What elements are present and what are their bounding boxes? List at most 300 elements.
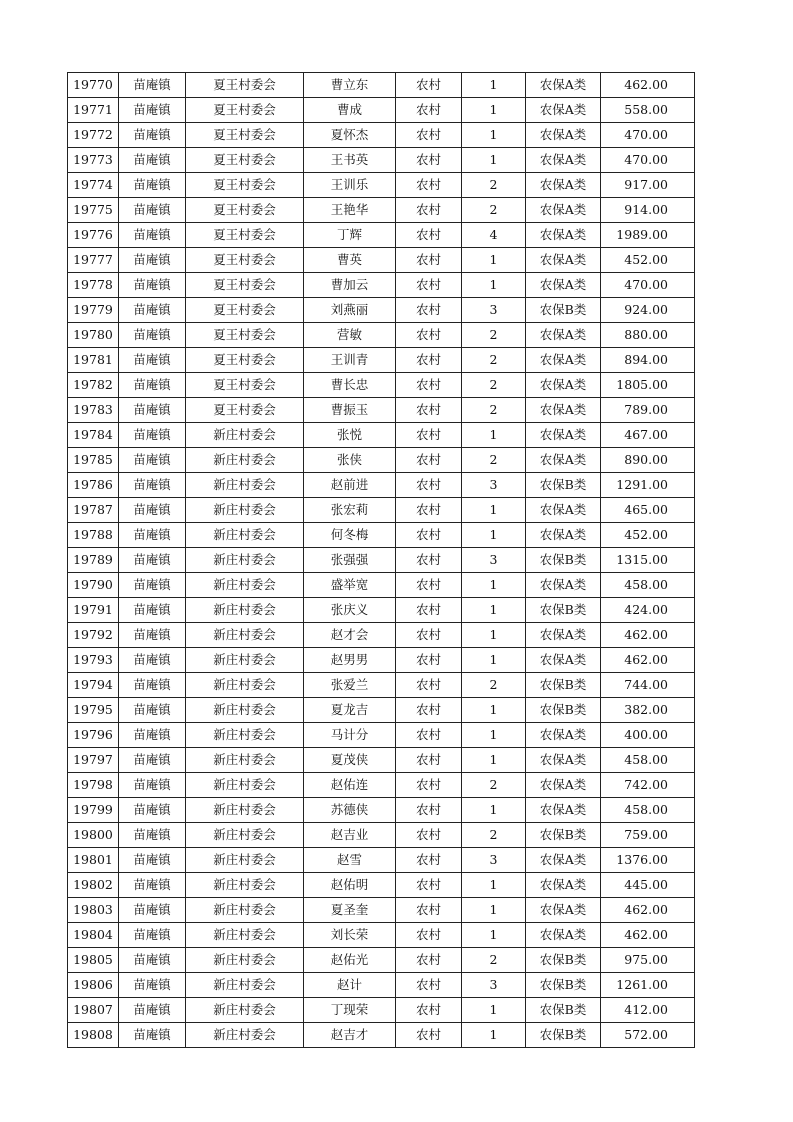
household-type-cell: 农村 <box>396 1023 462 1048</box>
record-id-cell: 19791 <box>68 598 119 623</box>
village-committee-cell: 新庄村委会 <box>186 1023 304 1048</box>
amount-cell: 462.00 <box>601 898 695 923</box>
village-committee-cell: 新庄村委会 <box>186 748 304 773</box>
table-row <box>68 848 695 873</box>
household-type-cell: 农村 <box>396 373 462 398</box>
name-cell: 曹长忠 <box>304 373 396 398</box>
town-cell: 苗庵镇 <box>119 173 186 198</box>
record-id-cell: 19796 <box>68 723 119 748</box>
household-type-cell: 农村 <box>396 648 462 673</box>
household-type-cell: 农村 <box>396 498 462 523</box>
insurance-category-cell: 农保A类 <box>526 73 601 98</box>
village-committee-cell: 新庄村委会 <box>186 598 304 623</box>
name-cell: 赵佑明 <box>304 873 396 898</box>
table-row <box>68 573 695 598</box>
person-count-cell: 2 <box>462 673 526 698</box>
town-cell: 苗庵镇 <box>119 348 186 373</box>
name-cell: 张宏莉 <box>304 498 396 523</box>
village-committee-cell: 新庄村委会 <box>186 823 304 848</box>
insurance-category-cell: 农保A类 <box>526 198 601 223</box>
village-committee-cell: 夏王村委会 <box>186 298 304 323</box>
household-type-cell: 农村 <box>396 198 462 223</box>
village-committee-cell: 新庄村委会 <box>186 773 304 798</box>
record-id-cell: 19804 <box>68 923 119 948</box>
record-id-cell: 19771 <box>68 98 119 123</box>
person-count-cell: 1 <box>462 423 526 448</box>
table-row <box>68 523 695 548</box>
person-count-cell: 1 <box>462 98 526 123</box>
household-type-cell: 农村 <box>396 123 462 148</box>
person-count-cell: 3 <box>462 298 526 323</box>
name-cell: 张悦 <box>304 423 396 448</box>
insurance-category-cell: 农保A类 <box>526 848 601 873</box>
record-id-cell: 19784 <box>68 423 119 448</box>
table-row <box>68 123 695 148</box>
town-cell: 苗庵镇 <box>119 698 186 723</box>
insurance-category-cell: 农保A类 <box>526 448 601 473</box>
name-cell: 刘燕丽 <box>304 298 396 323</box>
insurance-category-cell: 农保A类 <box>526 723 601 748</box>
village-committee-cell: 夏王村委会 <box>186 198 304 223</box>
village-committee-cell: 新庄村委会 <box>186 623 304 648</box>
amount-cell: 400.00 <box>601 723 695 748</box>
amount-cell: 924.00 <box>601 298 695 323</box>
table-row <box>68 998 695 1023</box>
person-count-cell: 1 <box>462 73 526 98</box>
amount-cell: 759.00 <box>601 823 695 848</box>
town-cell: 苗庵镇 <box>119 598 186 623</box>
name-cell: 王艳华 <box>304 198 396 223</box>
town-cell: 苗庵镇 <box>119 223 186 248</box>
person-count-cell: 3 <box>462 848 526 873</box>
village-committee-cell: 夏王村委会 <box>186 373 304 398</box>
table-row <box>68 673 695 698</box>
amount-cell: 470.00 <box>601 148 695 173</box>
amount-cell: 465.00 <box>601 498 695 523</box>
household-type-cell: 农村 <box>396 923 462 948</box>
town-cell: 苗庵镇 <box>119 448 186 473</box>
table-row <box>68 373 695 398</box>
table-row <box>68 773 695 798</box>
amount-cell: 1989.00 <box>601 223 695 248</box>
insurance-category-cell: 农保B类 <box>526 298 601 323</box>
insurance-category-cell: 农保A类 <box>526 648 601 673</box>
village-committee-cell: 夏王村委会 <box>186 123 304 148</box>
village-committee-cell: 新庄村委会 <box>186 573 304 598</box>
insurance-category-cell: 农保A类 <box>526 223 601 248</box>
town-cell: 苗庵镇 <box>119 473 186 498</box>
name-cell: 张爱兰 <box>304 673 396 698</box>
name-cell: 赵前进 <box>304 473 396 498</box>
table-row <box>68 348 695 373</box>
table-row <box>68 73 695 98</box>
name-cell: 丁现荣 <box>304 998 396 1023</box>
table-row <box>68 473 695 498</box>
household-type-cell: 农村 <box>396 998 462 1023</box>
village-committee-cell: 新庄村委会 <box>186 798 304 823</box>
name-cell: 曹振玉 <box>304 398 396 423</box>
person-count-cell: 2 <box>462 198 526 223</box>
household-type-cell: 农村 <box>396 223 462 248</box>
town-cell: 苗庵镇 <box>119 648 186 673</box>
amount-cell: 975.00 <box>601 948 695 973</box>
insurance-category-cell: 农保A类 <box>526 923 601 948</box>
amount-cell: 894.00 <box>601 348 695 373</box>
insurance-category-cell: 农保A类 <box>526 873 601 898</box>
village-committee-cell: 新庄村委会 <box>186 648 304 673</box>
name-cell: 曹立东 <box>304 73 396 98</box>
table-row <box>68 223 695 248</box>
amount-cell: 467.00 <box>601 423 695 448</box>
household-type-cell: 农村 <box>396 848 462 873</box>
table-row <box>68 273 695 298</box>
person-count-cell: 1 <box>462 248 526 273</box>
town-cell: 苗庵镇 <box>119 398 186 423</box>
town-cell: 苗庵镇 <box>119 873 186 898</box>
name-cell: 营敏 <box>304 323 396 348</box>
village-committee-cell: 夏王村委会 <box>186 223 304 248</box>
amount-cell: 914.00 <box>601 198 695 223</box>
town-cell: 苗庵镇 <box>119 323 186 348</box>
insurance-category-cell: 农保A类 <box>526 898 601 923</box>
record-id-cell: 19773 <box>68 148 119 173</box>
town-cell: 苗庵镇 <box>119 73 186 98</box>
table-row <box>68 648 695 673</box>
person-count-cell: 2 <box>462 173 526 198</box>
person-count-cell: 2 <box>462 398 526 423</box>
record-id-cell: 19783 <box>68 398 119 423</box>
household-type-cell: 农村 <box>396 98 462 123</box>
household-type-cell: 农村 <box>396 798 462 823</box>
table-row <box>68 723 695 748</box>
household-type-cell: 农村 <box>396 298 462 323</box>
record-id-cell: 19777 <box>68 248 119 273</box>
town-cell: 苗庵镇 <box>119 123 186 148</box>
insurance-category-cell: 农保B类 <box>526 673 601 698</box>
town-cell: 苗庵镇 <box>119 573 186 598</box>
amount-cell: 445.00 <box>601 873 695 898</box>
table-row <box>68 873 695 898</box>
table-row <box>68 748 695 773</box>
name-cell: 曹英 <box>304 248 396 273</box>
village-committee-cell: 夏王村委会 <box>186 398 304 423</box>
record-id-cell: 19775 <box>68 198 119 223</box>
insurance-category-cell: 农保A类 <box>526 173 601 198</box>
household-type-cell: 农村 <box>396 523 462 548</box>
table-row <box>68 148 695 173</box>
amount-cell: 462.00 <box>601 623 695 648</box>
insurance-category-cell: 农保B类 <box>526 973 601 998</box>
village-committee-cell: 夏王村委会 <box>186 73 304 98</box>
insurance-category-cell: 农保A类 <box>526 373 601 398</box>
household-type-cell: 农村 <box>396 573 462 598</box>
town-cell: 苗庵镇 <box>119 723 186 748</box>
insurance-category-cell: 农保B类 <box>526 548 601 573</box>
household-type-cell: 农村 <box>396 173 462 198</box>
table-body <box>68 73 695 1048</box>
table-row <box>68 398 695 423</box>
person-count-cell: 2 <box>462 373 526 398</box>
amount-cell: 789.00 <box>601 398 695 423</box>
household-type-cell: 农村 <box>396 148 462 173</box>
amount-cell: 890.00 <box>601 448 695 473</box>
record-id-cell: 19790 <box>68 573 119 598</box>
person-count-cell: 1 <box>462 123 526 148</box>
table-row <box>68 898 695 923</box>
record-id-cell: 19797 <box>68 748 119 773</box>
person-count-cell: 1 <box>462 1023 526 1048</box>
household-type-cell: 农村 <box>396 748 462 773</box>
town-cell: 苗庵镇 <box>119 973 186 998</box>
amount-cell: 880.00 <box>601 323 695 348</box>
name-cell: 张庆义 <box>304 598 396 623</box>
insurance-category-cell: 农保A类 <box>526 798 601 823</box>
name-cell: 王训青 <box>304 348 396 373</box>
record-id-cell: 19776 <box>68 223 119 248</box>
person-count-cell: 1 <box>462 873 526 898</box>
table-row <box>68 623 695 648</box>
insurance-category-cell: 农保A类 <box>526 748 601 773</box>
person-count-cell: 1 <box>462 748 526 773</box>
household-type-cell: 农村 <box>396 273 462 298</box>
person-count-cell: 3 <box>462 973 526 998</box>
household-type-cell: 农村 <box>396 348 462 373</box>
record-id-cell: 19780 <box>68 323 119 348</box>
amount-cell: 458.00 <box>601 798 695 823</box>
household-type-cell: 农村 <box>396 473 462 498</box>
person-count-cell: 1 <box>462 648 526 673</box>
name-cell: 夏怀杰 <box>304 123 396 148</box>
insurance-category-cell: 农保A类 <box>526 398 601 423</box>
amount-cell: 412.00 <box>601 998 695 1023</box>
amount-cell: 424.00 <box>601 598 695 623</box>
person-count-cell: 2 <box>462 323 526 348</box>
household-type-cell: 农村 <box>396 723 462 748</box>
household-type-cell: 农村 <box>396 323 462 348</box>
record-id-cell: 19803 <box>68 898 119 923</box>
village-committee-cell: 夏王村委会 <box>186 248 304 273</box>
village-committee-cell: 夏王村委会 <box>186 273 304 298</box>
person-count-cell: 1 <box>462 723 526 748</box>
insurance-category-cell: 农保A类 <box>526 98 601 123</box>
town-cell: 苗庵镇 <box>119 898 186 923</box>
name-cell: 赵吉才 <box>304 1023 396 1048</box>
name-cell: 夏茂侠 <box>304 748 396 773</box>
household-type-cell: 农村 <box>396 948 462 973</box>
village-committee-cell: 新庄村委会 <box>186 998 304 1023</box>
amount-cell: 470.00 <box>601 273 695 298</box>
person-count-cell: 1 <box>462 923 526 948</box>
town-cell: 苗庵镇 <box>119 848 186 873</box>
town-cell: 苗庵镇 <box>119 98 186 123</box>
town-cell: 苗庵镇 <box>119 948 186 973</box>
record-id-cell: 19808 <box>68 1023 119 1048</box>
name-cell: 张强强 <box>304 548 396 573</box>
village-committee-cell: 新庄村委会 <box>186 673 304 698</box>
table-row <box>68 248 695 273</box>
record-id-cell: 19787 <box>68 498 119 523</box>
table-row <box>68 1023 695 1048</box>
table-row <box>68 798 695 823</box>
amount-cell: 572.00 <box>601 1023 695 1048</box>
record-id-cell: 19782 <box>68 373 119 398</box>
record-id-cell: 19795 <box>68 698 119 723</box>
name-cell: 夏龙吉 <box>304 698 396 723</box>
insurance-category-cell: 农保A类 <box>526 123 601 148</box>
table-row <box>68 498 695 523</box>
insurance-category-cell: 农保B类 <box>526 948 601 973</box>
record-id-cell: 19792 <box>68 623 119 648</box>
insurance-category-cell: 农保B类 <box>526 598 601 623</box>
amount-cell: 917.00 <box>601 173 695 198</box>
name-cell: 赵雪 <box>304 848 396 873</box>
table-row <box>68 548 695 573</box>
village-committee-cell: 新庄村委会 <box>186 948 304 973</box>
town-cell: 苗庵镇 <box>119 523 186 548</box>
name-cell: 刘长荣 <box>304 923 396 948</box>
person-count-cell: 1 <box>462 523 526 548</box>
town-cell: 苗庵镇 <box>119 148 186 173</box>
table-row <box>68 448 695 473</box>
name-cell: 王训乐 <box>304 173 396 198</box>
table-row <box>68 423 695 448</box>
insurance-category-cell: 农保A类 <box>526 323 601 348</box>
town-cell: 苗庵镇 <box>119 298 186 323</box>
table-row <box>68 948 695 973</box>
amount-cell: 462.00 <box>601 923 695 948</box>
record-id-cell: 19785 <box>68 448 119 473</box>
name-cell: 王书英 <box>304 148 396 173</box>
village-committee-cell: 夏王村委会 <box>186 173 304 198</box>
record-id-cell: 19807 <box>68 998 119 1023</box>
name-cell: 赵佑连 <box>304 773 396 798</box>
person-count-cell: 1 <box>462 498 526 523</box>
name-cell: 赵才会 <box>304 623 396 648</box>
person-count-cell: 4 <box>462 223 526 248</box>
village-committee-cell: 新庄村委会 <box>186 923 304 948</box>
town-cell: 苗庵镇 <box>119 1023 186 1048</box>
table-row <box>68 973 695 998</box>
amount-cell: 558.00 <box>601 98 695 123</box>
records-table <box>67 72 695 1048</box>
insurance-category-cell: 农保A类 <box>526 148 601 173</box>
person-count-cell: 2 <box>462 448 526 473</box>
person-count-cell: 2 <box>462 773 526 798</box>
household-type-cell: 农村 <box>396 673 462 698</box>
household-type-cell: 农村 <box>396 248 462 273</box>
table-row <box>68 698 695 723</box>
town-cell: 苗庵镇 <box>119 798 186 823</box>
record-id-cell: 19793 <box>68 648 119 673</box>
household-type-cell: 农村 <box>396 448 462 473</box>
amount-cell: 1291.00 <box>601 473 695 498</box>
record-id-cell: 19778 <box>68 273 119 298</box>
record-id-cell: 19798 <box>68 773 119 798</box>
insurance-category-cell: 农保B类 <box>526 823 601 848</box>
insurance-category-cell: 农保A类 <box>526 348 601 373</box>
person-count-cell: 1 <box>462 273 526 298</box>
person-count-cell: 1 <box>462 698 526 723</box>
insurance-category-cell: 农保A类 <box>526 523 601 548</box>
village-committee-cell: 新庄村委会 <box>186 498 304 523</box>
name-cell: 丁辉 <box>304 223 396 248</box>
town-cell: 苗庵镇 <box>119 373 186 398</box>
village-committee-cell: 新庄村委会 <box>186 898 304 923</box>
table-row <box>68 173 695 198</box>
name-cell: 赵佑光 <box>304 948 396 973</box>
person-count-cell: 1 <box>462 998 526 1023</box>
town-cell: 苗庵镇 <box>119 623 186 648</box>
amount-cell: 452.00 <box>601 523 695 548</box>
name-cell: 张侠 <box>304 448 396 473</box>
household-type-cell: 农村 <box>396 773 462 798</box>
person-count-cell: 1 <box>462 148 526 173</box>
person-count-cell: 1 <box>462 798 526 823</box>
amount-cell: 1315.00 <box>601 548 695 573</box>
record-id-cell: 19794 <box>68 673 119 698</box>
amount-cell: 458.00 <box>601 573 695 598</box>
town-cell: 苗庵镇 <box>119 248 186 273</box>
name-cell: 夏圣奎 <box>304 898 396 923</box>
town-cell: 苗庵镇 <box>119 498 186 523</box>
name-cell: 曹加云 <box>304 273 396 298</box>
record-id-cell: 19770 <box>68 73 119 98</box>
village-committee-cell: 新庄村委会 <box>186 473 304 498</box>
table-row <box>68 923 695 948</box>
amount-cell: 744.00 <box>601 673 695 698</box>
person-count-cell: 1 <box>462 623 526 648</box>
village-committee-cell: 新庄村委会 <box>186 548 304 573</box>
person-count-cell: 1 <box>462 573 526 598</box>
town-cell: 苗庵镇 <box>119 923 186 948</box>
household-type-cell: 农村 <box>396 398 462 423</box>
name-cell: 盛举宽 <box>304 573 396 598</box>
amount-cell: 742.00 <box>601 773 695 798</box>
person-count-cell: 1 <box>462 598 526 623</box>
insurance-category-cell: 农保B类 <box>526 1023 601 1048</box>
table-row <box>68 298 695 323</box>
name-cell: 赵吉业 <box>304 823 396 848</box>
amount-cell: 382.00 <box>601 698 695 723</box>
name-cell: 赵计 <box>304 973 396 998</box>
person-count-cell: 2 <box>462 348 526 373</box>
record-id-cell: 19800 <box>68 823 119 848</box>
village-committee-cell: 新庄村委会 <box>186 873 304 898</box>
name-cell: 马计分 <box>304 723 396 748</box>
village-committee-cell: 新庄村委会 <box>186 448 304 473</box>
record-id-cell: 19772 <box>68 123 119 148</box>
insurance-category-cell: 农保A类 <box>526 273 601 298</box>
household-type-cell: 农村 <box>396 423 462 448</box>
record-id-cell: 19799 <box>68 798 119 823</box>
table-row <box>68 598 695 623</box>
insurance-category-cell: 农保B类 <box>526 698 601 723</box>
town-cell: 苗庵镇 <box>119 548 186 573</box>
person-count-cell: 1 <box>462 898 526 923</box>
household-type-cell: 农村 <box>396 73 462 98</box>
insurance-category-cell: 农保A类 <box>526 623 601 648</box>
record-id-cell: 19779 <box>68 298 119 323</box>
village-committee-cell: 夏王村委会 <box>186 323 304 348</box>
town-cell: 苗庵镇 <box>119 773 186 798</box>
insurance-category-cell: 农保A类 <box>526 573 601 598</box>
town-cell: 苗庵镇 <box>119 748 186 773</box>
insurance-category-cell: 农保A类 <box>526 773 601 798</box>
amount-cell: 1805.00 <box>601 373 695 398</box>
record-id-cell: 19789 <box>68 548 119 573</box>
village-committee-cell: 新庄村委会 <box>186 848 304 873</box>
table-row <box>68 198 695 223</box>
